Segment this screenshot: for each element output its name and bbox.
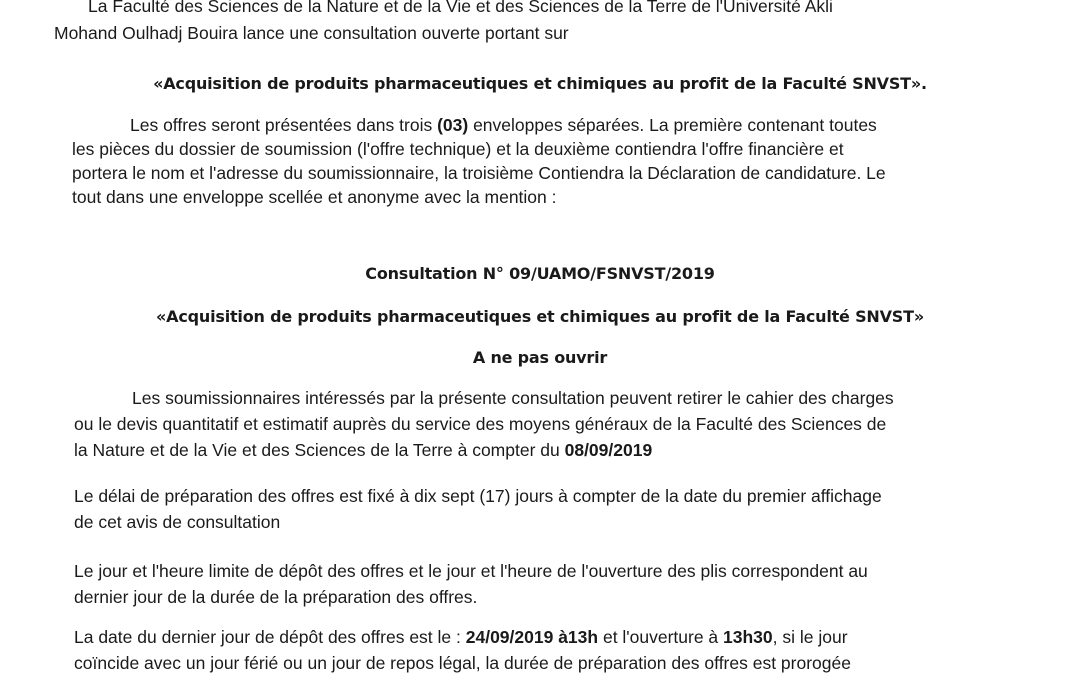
p5-line1: Le jour et l'heure limite de dépôt des offres et le jour et l'heure de l'ouverture des plis correspondent au <box>74 561 868 581</box>
p5-line2: dernier jour de la durée de la préparation des offres. <box>74 587 478 607</box>
opening-time: 13h30 <box>723 627 773 647</box>
p2-line2: les pièces du dossier de soumission (l'offre technique) et la deuxième contiendra l'offre financière et <box>72 139 844 159</box>
p6-line1-mid: et l'ouverture à <box>598 627 724 647</box>
p2-line3: portera le nom et l'adresse du soumissionnaire, la troisième Contiendra la Déclaration de candidature. Le <box>72 163 886 183</box>
p4-line1: Le délai de préparation des offres est fixé à dix sept (17) jours à compter de la date du premier affichage <box>74 486 882 506</box>
object-title: «Acquisition de produits pharmaceutiques et chimiques au profit de la Faculté SNVST». <box>153 74 927 93</box>
p6-line1 <box>74 626 848 648</box>
p2-line1-text: Les offres seront présentées dans trois <box>130 115 438 135</box>
p6-line1-end: , si le jour <box>772 627 848 647</box>
p2-line1 <box>130 114 877 136</box>
p2-line1-rest: enveloppes séparées. La première contenant toutes <box>468 115 877 135</box>
p1-line2: Mohand Oulhadj Bouira lance une consultation ouverte portant sur <box>54 23 569 43</box>
withdrawal-date: 08/09/2019 <box>564 440 653 460</box>
deadline-date: 24/09/2019 à13h <box>465 627 599 647</box>
p6-line1-text: La date du dernier jour de dépôt des offres est le : <box>74 627 466 647</box>
consultation-number: Consultation N° 09/UAMO/FSNVST/2019 <box>365 264 715 283</box>
p1-line1: La Faculté des Sciences de la Nature et de la Vie et des Sciences de la Terre de l'Université Akli <box>88 0 833 16</box>
do-not-open-notice: A ne pas ouvrir <box>472 348 608 367</box>
p3-line3-text: la Nature et de la Vie et des Sciences de la Terre à compter du <box>74 440 565 460</box>
p6-line2: coïncide avec un jour férié ou un jour de repos légal, la durée de préparation des offres est prorogée <box>74 653 851 673</box>
object-title-2: «Acquisition de produits pharmaceutiques et chimiques au profit de la Faculté SNVST» <box>156 307 924 326</box>
p3-line3 <box>74 439 652 461</box>
p3-line2: ou le devis quantitatif et estimatif auprès du service des moyens généraux de la Faculté des Sciences de <box>74 414 887 434</box>
p4-line2: de cet avis de consultation <box>74 512 281 532</box>
envelope-count: (03) <box>437 115 469 135</box>
p2-line4: tout dans une enveloppe scellée et anonyme avec la mention : <box>72 187 557 207</box>
p3-line1: Les soumissionnaires intéressés par la présente consultation peuvent retirer le cahier des charges <box>132 388 894 408</box>
